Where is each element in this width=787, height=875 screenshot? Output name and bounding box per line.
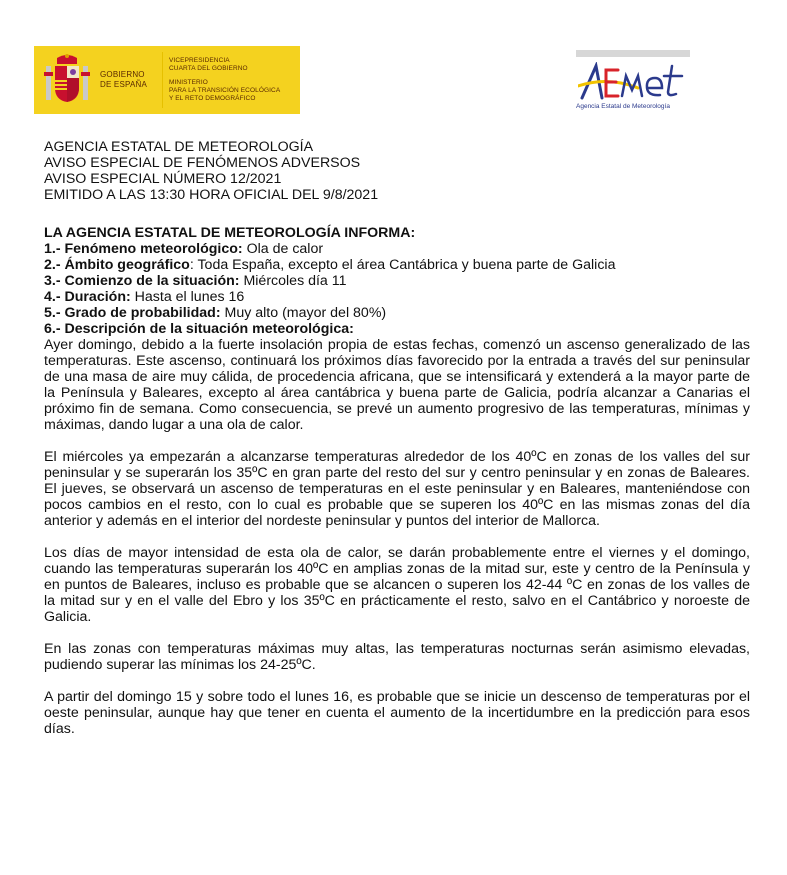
item-duration <box>44 289 750 305</box>
vicepresidencia-line: VICEPRESIDENCIA <box>169 57 230 64</box>
gobierno-name <box>100 70 156 90</box>
description-paragraph: En las zonas con temperaturas máximas muy altas, las temperaturas nocturnas serán asimismo elevadas, pudiendo superar las mínimas los 24-25ºC. <box>44 641 750 673</box>
description-paragraph: Ayer domingo, debido a la fuerte insolación propia de estas fechas, comenzó un ascenso generalizado de las temperaturas. Este ascenso, continuará los próximos días favorecido por la entrada a través del sur peninsular de una masa de aire muy cálida, de procedencia africana, que se intensificará y extenderá a la mayor parte de la Península y Baleares, excepto al área cantábrica y buena parte de Galicia, podría alcanzar a Canarias el próximo fin de semana. Como consecuencia, se prevé un aumento progresivo de las temperaturas, mínimas y máximas, dando lugar a una ola de calor. <box>44 337 750 433</box>
notice-number-line: AVISO ESPECIAL NÚMERO 12/2021 <box>44 171 282 187</box>
item-value: Hasta el lunes 16 <box>130 289 245 305</box>
aemet-top-bar <box>576 50 690 57</box>
item-value: Miércoles día 11 <box>239 273 347 289</box>
item-description <box>44 321 750 337</box>
issued-line: EMITIDO A LAS 13:30 HORA OFICIAL DEL 9/8/2021 <box>44 187 379 203</box>
ministry-line: MINISTERIO <box>169 79 208 86</box>
agency-line: AGENCIA ESTATAL DE METEOROLOGÍA <box>44 139 314 155</box>
ministry-line: PARA LA TRANSICIÓN ECOLÓGICA <box>169 87 281 94</box>
item-scope <box>44 257 750 273</box>
item-start <box>44 273 750 289</box>
gobierno-line: DE ESPAÑA <box>100 80 147 89</box>
notice-type-line: AVISO ESPECIAL DE FENÓMENOS ADVERSOS <box>44 155 361 171</box>
item-probability <box>44 305 750 321</box>
aemet-subtitle: Agencia Estatal de Meteorología <box>576 103 670 110</box>
description-paragraph: A partir del domingo 15 y sobre todo el lunes 16, es probable que se inicie un descenso de temperaturas por el oeste peninsular, aunque hay que tener en cuenta el aumento de la incertidumbre en la predicción para esos días. <box>44 689 750 737</box>
coat-of-arms-icon <box>42 52 92 108</box>
gobierno-line: GOBIERNO <box>100 70 145 79</box>
gobierno-de-espana-logo <box>34 46 300 114</box>
notice-body <box>44 225 750 737</box>
item-value: Muy alto (mayor del 80%) <box>220 305 387 321</box>
aemet-wordmark-icon <box>578 62 688 102</box>
item-label: 1.- Fenómeno meteorológico: <box>44 241 243 257</box>
notice-header <box>44 139 378 203</box>
ministry-name <box>169 57 280 103</box>
item-label: 2.- Ámbito geográfico <box>44 257 190 273</box>
item-label: 4.- Duración: <box>44 289 131 305</box>
aemet-logo <box>570 48 695 118</box>
vicepresidencia-line: CUARTA DEL GOBIERNO <box>169 65 248 72</box>
logo-divider <box>162 52 163 108</box>
item-value: Ola de calor <box>242 241 324 257</box>
body-title: LA AGENCIA ESTATAL DE METEOROLOGÍA INFORMA: <box>44 225 416 241</box>
item-label: 3.- Comienzo de la situación: <box>44 273 240 289</box>
item-label: 5.- Grado de probabilidad: <box>44 305 221 321</box>
item-phenomenon <box>44 241 750 257</box>
item-label: 6.- Descripción de la situación meteorológica: <box>44 321 354 337</box>
description-paragraph: Los días de mayor intensidad de esta ola de calor, se darán probablemente entre el viernes y el domingo, cuando las temperaturas superarán los 40ºC en amplias zonas de la mitad sur, este y centro de la Península y en puntos de Baleares, incluso es probable que se alcancen o superen los 42-44 ºC en zonas de los valles de la mitad sur y en el valle del Ebro y los 35ºC en prácticamente el resto, salvo en el Cantábrico y noroeste de Galicia. <box>44 545 750 625</box>
item-value: : Toda España, excepto el área Cantábrica y buena parte de Galicia <box>189 257 616 273</box>
ministry-line: Y EL RETO DEMOGRÁFICO <box>169 95 256 102</box>
description-paragraph: El miércoles ya empezarán a alcanzarse temperaturas alrededor de los 40ºC en zonas de los valles del sur peninsular y se superarán los 35ºC en gran parte del resto del sur y centro peninsular y en zonas de Baleares. El jueves, se observará un ascenso de temperaturas en el este peninsular y en Baleares, manteniéndose con pocos cambios en el resto, con lo cual es probable que se superen los 40ºC en las mismas zonas del día anterior y además en el interior del nordeste peninsular y puntos del interior de Mallorca. <box>44 449 750 529</box>
